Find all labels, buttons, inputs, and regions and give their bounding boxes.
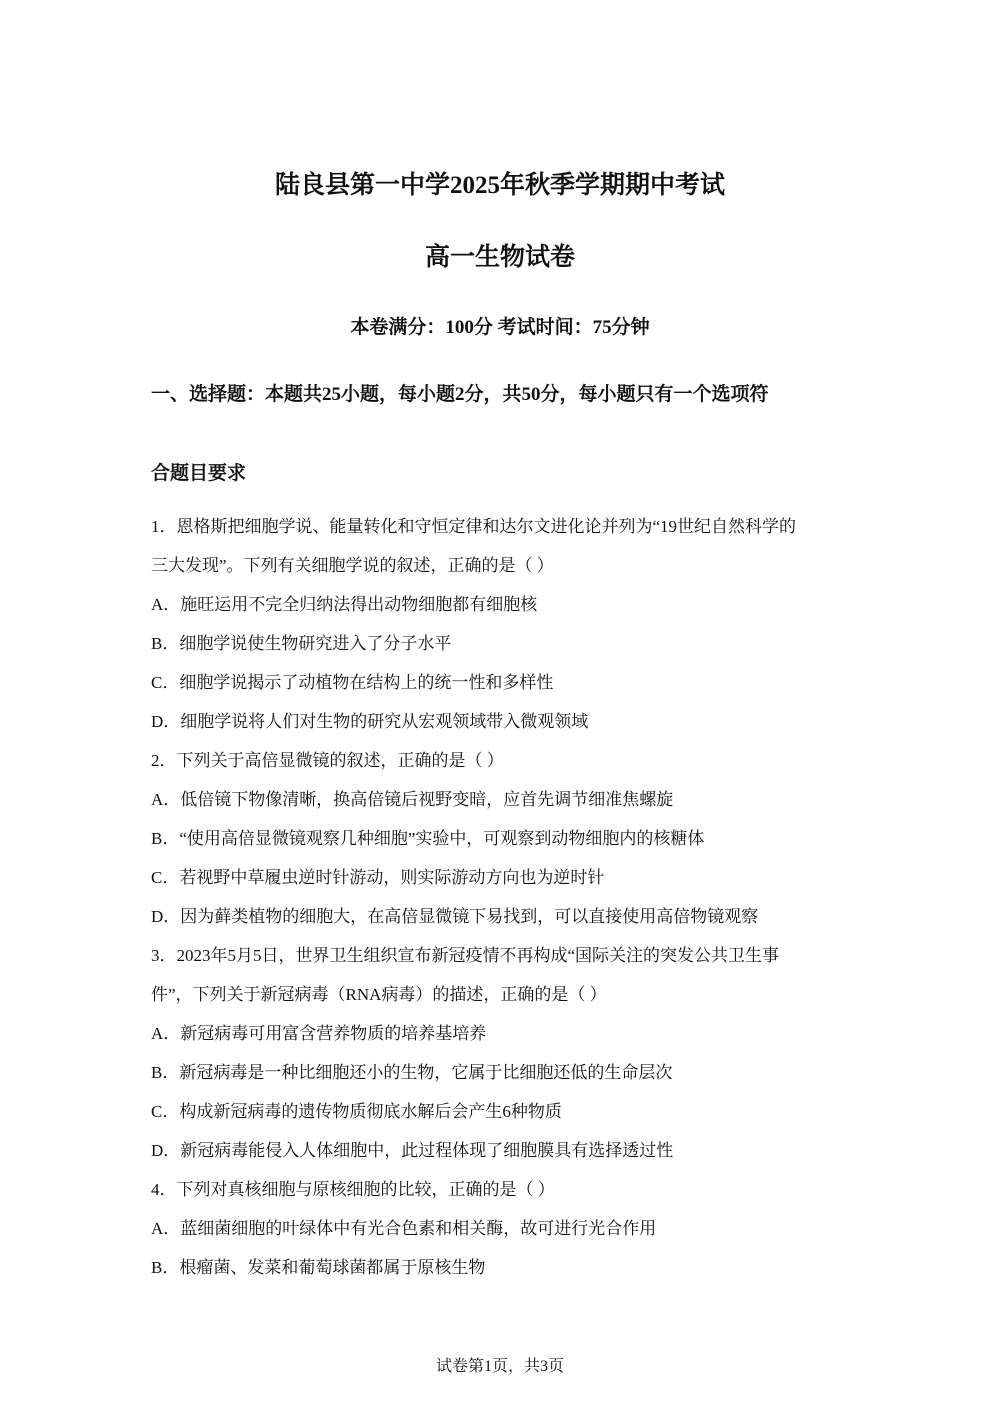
- question-1-stem-line-1: 1．恩格斯把细胞学说、能量转化和守恒定律和达尔文进化论并列为“19世纪自然科学的: [151, 517, 797, 536]
- exam-subtitle: 高一生物试卷: [424, 244, 575, 271]
- exam-info: 本卷满分：100分 考试时间：75分钟: [350, 317, 650, 338]
- question-2-option-b: B．“使用高倍显微镜观察几种细胞”实验中，可观察到动物细胞内的核糖体: [151, 829, 705, 848]
- question-4-stem-line-1: 4．下列对真核细胞与原核细胞的比较，正确的是（ ）: [151, 1180, 555, 1199]
- question-3-option-d: D．新冠病毒能侵入人体细胞中，此过程体现了细胞膜具有选择透过性: [151, 1141, 674, 1160]
- question-2-stem-line-1: 2．下列关于高倍显微镜的叙述，正确的是（ ）: [151, 751, 504, 770]
- question-1-option-c: C．细胞学说揭示了动植物在结构上的统一性和多样性: [151, 673, 554, 692]
- question-1-option-a: A．施旺运用不完全归纳法得出动物细胞都有细胞核: [151, 595, 538, 614]
- question-4-option-b: B．根瘤菌、发菜和葡萄球菌都属于原核生物: [151, 1258, 486, 1277]
- section-heading-line1: 一、选择题：本题共25小题，每小题2分，共50分，每小题只有一个选项符: [151, 384, 769, 405]
- question-3-stem-line-2: 件”，下列关于新冠病毒（RNA病毒）的描述，正确的是（ ）: [151, 985, 607, 1004]
- question-3-stem-line-1: 3．2023年5月5日，世界卫生组织宣布新冠疫情不再构成“国际关注的突发公共卫生事: [151, 946, 780, 965]
- question-2-option-d: D．因为藓类植物的细胞大，在高倍显微镜下易找到，可以直接使用高倍物镜观察: [151, 907, 759, 926]
- question-1-stem-line-2: 三大发现”。下列有关细胞学说的叙述，正确的是（ ）: [151, 556, 554, 575]
- question-3-option-a: A．新冠病毒可用富含营养物质的培养基培养: [151, 1024, 487, 1043]
- section-heading-line2: 合题目要求: [151, 463, 247, 484]
- exam-title: 陆良县第一中学2025年秋季学期期中考试: [274, 172, 725, 199]
- question-3-option-c: C．构成新冠病毒的遗传物质彻底水解后会产生6种物质: [151, 1102, 562, 1121]
- question-4-option-a: A．蓝细菌细胞的叶绿体中有光合色素和相关酶，故可进行光合作用: [151, 1219, 657, 1238]
- question-1-option-d: D．细胞学说将人们对生物的研究从宏观领域带入微观领域: [151, 712, 589, 731]
- question-3-option-b: B．新冠病毒是一种比细胞还小的生物，它属于比细胞还低的生命层次: [151, 1063, 673, 1082]
- question-1-option-b: B．细胞学说使生物研究进入了分子水平: [151, 634, 452, 653]
- page-footer: 试卷第1页，共3页: [435, 1358, 564, 1375]
- question-2-option-a: A．低倍镜下物像清晰，换高倍镜后视野变暗，应首先调节细准焦螺旋: [151, 790, 674, 809]
- question-2-option-c: C．若视野中草履虫逆时针游动，则实际游动方向也为逆时针: [151, 868, 605, 887]
